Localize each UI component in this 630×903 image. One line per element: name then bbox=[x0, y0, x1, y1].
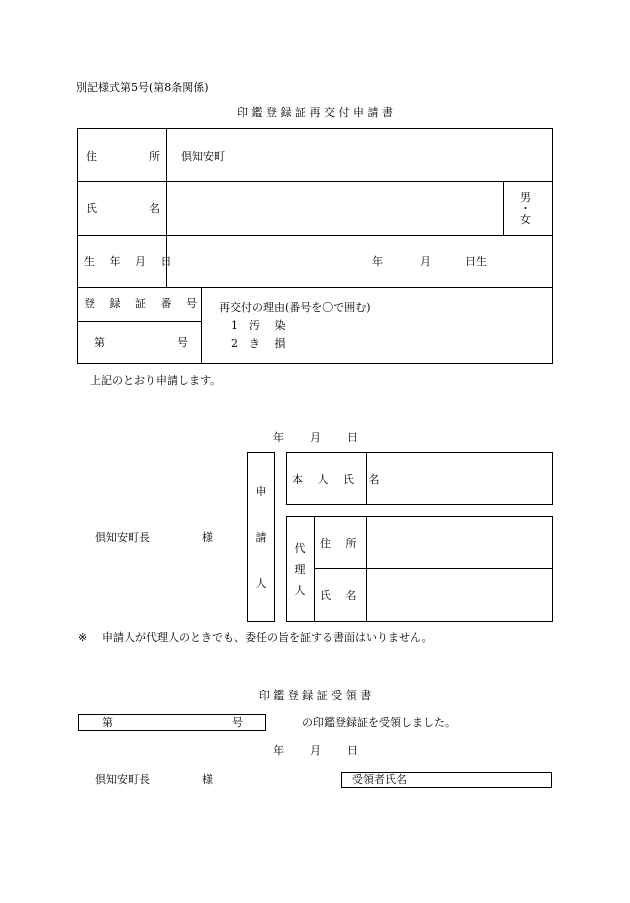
receipt-addressee-honorific: 様 bbox=[202, 773, 213, 786]
address-value[interactable]: 倶知安町 bbox=[181, 150, 225, 163]
application-date-year: 年 bbox=[273, 431, 284, 444]
dob-month: 月 bbox=[420, 255, 431, 268]
applicant-char-2: 請 bbox=[255, 531, 267, 544]
name-label-1: 氏 bbox=[86, 202, 97, 215]
gender-separator: ・ bbox=[520, 202, 531, 215]
agent-char-2: 理 bbox=[294, 563, 306, 576]
dob-label: 生 年 月 日 bbox=[84, 255, 177, 268]
reg-no-label: 登 録 証 番 号 bbox=[84, 297, 203, 310]
table-divider bbox=[503, 181, 504, 235]
application-statement: 上記のとおり申請します。 bbox=[90, 374, 222, 387]
gender-female[interactable]: 女 bbox=[520, 213, 531, 226]
table-divider bbox=[77, 287, 553, 288]
agent-name-label: 氏 名 bbox=[320, 589, 357, 602]
note-text: 申請人が代理人のときでも、委任の旨を証する書面はいりません。 bbox=[102, 631, 433, 644]
self-name-field[interactable] bbox=[367, 453, 552, 504]
addressee-honorific: 様 bbox=[202, 531, 213, 544]
dob-field[interactable] bbox=[166, 235, 553, 287]
reg-no-go: 号 bbox=[177, 336, 188, 349]
self-name-label: 本 人 氏 名 bbox=[292, 473, 385, 486]
agent-divider bbox=[314, 516, 315, 622]
receipt-date-year: 年 bbox=[273, 744, 284, 757]
name-label-2: 名 bbox=[149, 202, 160, 215]
receipt-date-month: 月 bbox=[310, 744, 321, 757]
application-date-day: 日 bbox=[347, 431, 358, 444]
reason-1-stain[interactable]: 汚 染 bbox=[249, 319, 286, 332]
gender-male[interactable]: 男 bbox=[520, 191, 531, 204]
agent-char-1: 代 bbox=[294, 542, 306, 555]
agent-address-field[interactable] bbox=[367, 517, 552, 568]
agent-name-field[interactable] bbox=[367, 569, 552, 621]
dob-day: 日生 bbox=[465, 255, 487, 268]
form-reference: 別記様式第5号(第8条関係) bbox=[76, 81, 209, 94]
reason-1-number: 1 bbox=[231, 319, 238, 332]
agent-char-3: 人 bbox=[294, 584, 306, 597]
reason-title: 再交付の理由(番号を〇で囲む) bbox=[219, 301, 371, 314]
address-label-2: 所 bbox=[149, 150, 160, 163]
receipt-title: 印 鑑 登 録 証 受 領 書 bbox=[258, 689, 372, 702]
reg-no-dai: 第 bbox=[94, 336, 105, 349]
dob-year: 年 bbox=[372, 255, 383, 268]
receipt-date-day: 日 bbox=[347, 744, 358, 757]
receipt-addressee: 倶知安町長 bbox=[95, 773, 150, 786]
note-mark: ※ bbox=[78, 631, 88, 644]
addressee: 倶知安町長 bbox=[95, 531, 150, 544]
receipt-go: 号 bbox=[232, 716, 243, 729]
address-label-1: 住 bbox=[86, 150, 97, 163]
reason-2-damage[interactable]: き 損 bbox=[249, 337, 286, 350]
agent-address-label: 住 所 bbox=[320, 537, 357, 550]
receipt-dai: 第 bbox=[102, 716, 113, 729]
receipt-statement: の印鑑登録証を受領しました。 bbox=[302, 716, 456, 729]
reg-no-field[interactable] bbox=[77, 321, 201, 364]
applicant-char-1: 申 bbox=[255, 485, 267, 498]
reason-2-number: 2 bbox=[231, 337, 238, 350]
application-date-month: 月 bbox=[310, 431, 321, 444]
receiver-name-label: 受領者氏名 bbox=[352, 773, 407, 786]
form-title: 印 鑑 登 録 証 再 交 付 申 請 書 bbox=[237, 106, 393, 119]
name-field[interactable] bbox=[166, 181, 503, 235]
applicant-char-3: 人 bbox=[255, 577, 267, 590]
